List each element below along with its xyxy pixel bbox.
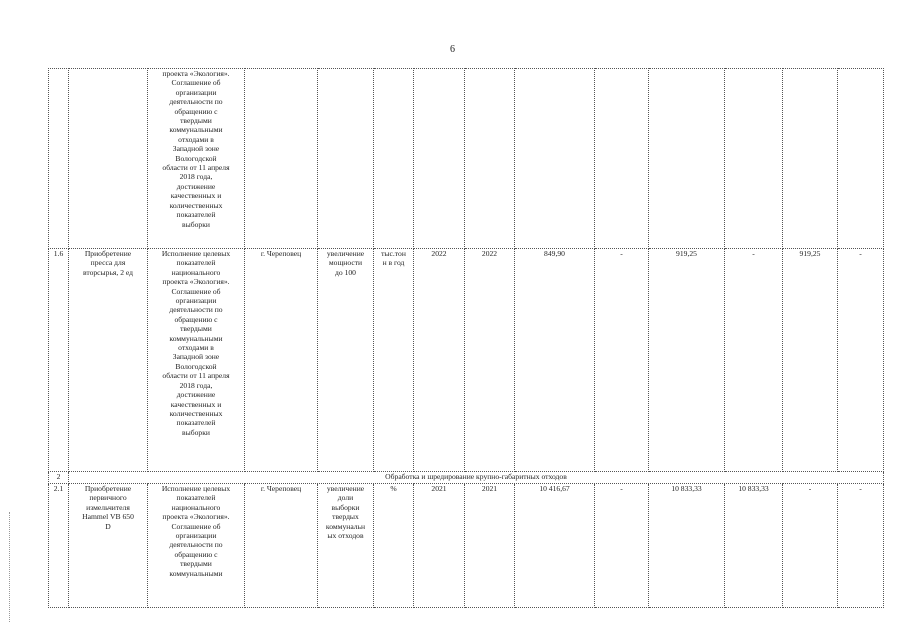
- amount-cell: -: [838, 484, 884, 608]
- year-end-cell: [465, 69, 515, 249]
- effect-cell: увеличение доли выборки твердых коммунальн ых отходов: [318, 484, 374, 608]
- measure-name-cell: [69, 69, 148, 249]
- section-title: Обработка и шредирование крупно-габаритных отходов: [69, 472, 884, 484]
- place-cell: г. Череповец: [245, 249, 318, 472]
- section-row: [49, 472, 884, 484]
- amount-cell: -: [725, 249, 783, 472]
- amount-cell: 919,25: [783, 249, 838, 472]
- amount-cell: -: [595, 249, 649, 472]
- basis-cell: проекта «Экология». Соглашение об организации деятельности по обращению с твердыми коммунальными отходами в Западной зоне Вологодской области от 11 апреля 2018 года, достижение качественных и количественных показателей выборки: [148, 69, 245, 249]
- row-number-cell: 2.1: [49, 484, 69, 608]
- year-end-cell: 2021: [465, 484, 515, 608]
- row-number-cell: [49, 69, 69, 249]
- amount-cell: [649, 69, 725, 249]
- amount-cell: [838, 69, 884, 249]
- page-number: 6: [450, 44, 455, 55]
- amount-cell: [783, 69, 838, 249]
- year-start-cell: 2021: [414, 484, 465, 608]
- unit-cell: %: [374, 484, 414, 608]
- basis-cell: Исполнение целевых показателей национального проекта «Экология». Соглашение об организации деятельности по обращению с твердыми коммунальными: [148, 484, 245, 608]
- effect-cell: увеличение мощности до 100: [318, 249, 374, 472]
- unit-cell: [374, 69, 414, 249]
- amount-cell: 919,25: [649, 249, 725, 472]
- amount-cell: -: [838, 249, 884, 472]
- table-row: [49, 249, 884, 472]
- amount-cell: -: [783, 484, 838, 608]
- amount-cell: 10 833,33: [649, 484, 725, 608]
- amount-cell: [515, 69, 595, 249]
- place-cell: г. Череповец: [245, 484, 318, 608]
- section-number-cell: 2: [49, 472, 69, 484]
- table-row: [49, 69, 884, 249]
- row-number-cell: 1.6: [49, 249, 69, 472]
- place-cell: [245, 69, 318, 249]
- amount-cell: [595, 69, 649, 249]
- amount-cell: 10 833,33: [725, 484, 783, 608]
- basis-cell: Исполнение целевых показателей национального проекта «Экология». Соглашение об организации деятельности по обращению с твердыми коммунальными отходами в Западной зоне Вологодской области от 11 апреля 2018 года, достижение качественных и количественных показателей выборки: [148, 249, 245, 472]
- unit-cell: тыс.тон н в год: [374, 249, 414, 472]
- amount-cell: 10 416,67: [515, 484, 595, 608]
- measure-name-cell: Приобретение первичного измельчителя Hammel VB 650 D: [69, 484, 148, 608]
- year-start-cell: [414, 69, 465, 249]
- year-start-cell: 2022: [414, 249, 465, 472]
- amount-cell: 849,90: [515, 249, 595, 472]
- amount-cell: -: [595, 484, 649, 608]
- investment-table: [48, 68, 884, 608]
- year-end-cell: 2022: [465, 249, 515, 472]
- table-row: [49, 484, 884, 608]
- measure-name-cell: Приобретение пресса для вторсырья, 2 ед: [69, 249, 148, 472]
- effect-cell: [318, 69, 374, 249]
- amount-cell: [725, 69, 783, 249]
- scan-edge-mark: [9, 512, 11, 622]
